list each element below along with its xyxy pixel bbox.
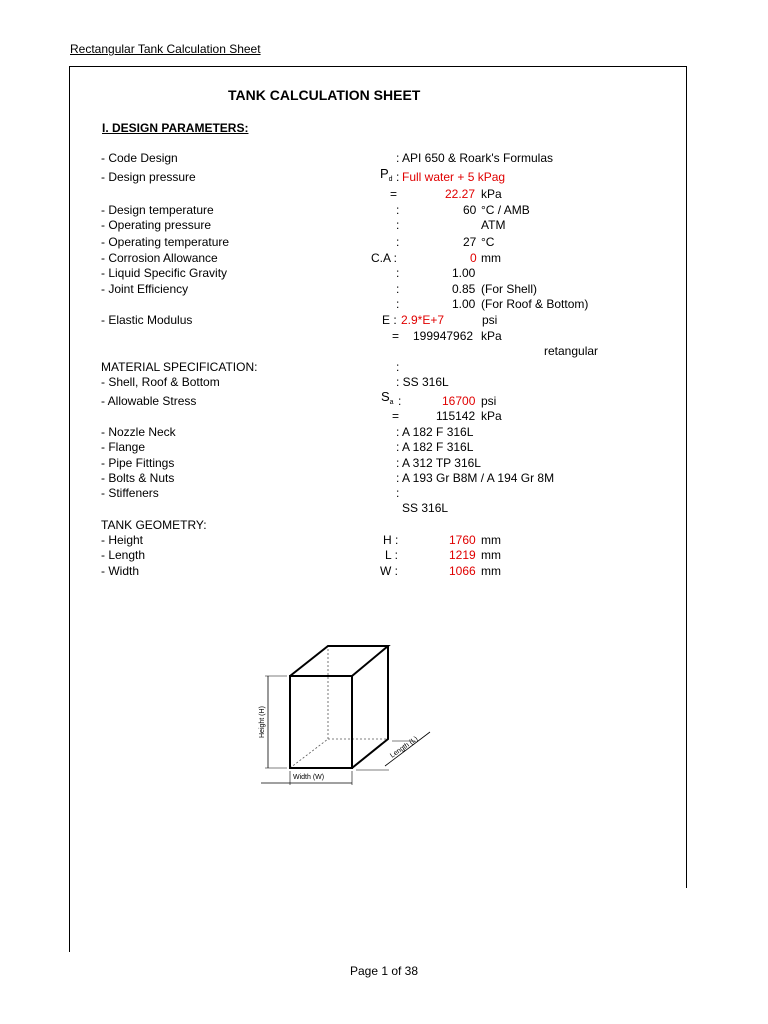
equals-elastic-modulus: = (392, 329, 400, 343)
row-material-specification (0, 359, 768, 375)
value-shell-roof-bottom: : SS 316L (396, 375, 449, 389)
symbol-sa-letter: S (381, 389, 390, 404)
symbol-ca: C.A : (371, 251, 398, 265)
label-material-specification: MATERIAL SPECIFICATION: (101, 360, 258, 374)
value-bolts-nuts: : A 193 Gr B8M / A 194 Gr 8M (396, 471, 555, 485)
colon-design-temperature: : (396, 203, 400, 217)
colon-joint-efficiency-roof: : (396, 297, 400, 311)
label-elastic-modulus: - Elastic Modulus (101, 313, 193, 327)
symbol-sa (381, 389, 394, 408)
row-design-pressure-kpa (0, 186, 768, 202)
value-design-pressure: Full water + 5 kPag (402, 170, 506, 184)
label-flange: - Flange (101, 440, 146, 454)
label-liquid-specific-gravity: - Liquid Specific Gravity (101, 266, 228, 280)
frame-top-border (69, 66, 687, 67)
label-shell-roof-bottom: - Shell, Roof & Bottom (101, 375, 220, 389)
unit-design-pressure-kpa: kPa (481, 187, 502, 201)
unit-width: mm (481, 564, 501, 578)
label-width: - Width (101, 564, 140, 578)
unit-height: mm (481, 533, 501, 547)
label-allowable-stress: - Allowable Stress (101, 394, 197, 408)
row-shell-roof-bottom (0, 374, 768, 390)
tank-diagram (255, 640, 455, 800)
sheet-header: Rectangular Tank Calculation Sheet (70, 42, 261, 56)
length-label: Length (L) (389, 735, 420, 760)
label-code-design: - Code Design (101, 151, 178, 165)
tank-right-face (352, 646, 388, 768)
unit-allowable-stress-kpa: kPa (481, 409, 502, 423)
symbol-e: E : (382, 313, 397, 327)
value-code-design: : API 650 & Roark's Formulas (396, 151, 554, 165)
colon-operating-temperature: : (396, 235, 400, 249)
row-width (0, 563, 768, 579)
colon-stiffeners: : (396, 486, 400, 500)
note-joint-efficiency-roof: (For Roof & Bottom) (481, 297, 589, 311)
symbol-w: W : (380, 564, 398, 578)
tank-front-face (290, 676, 352, 768)
label-operating-pressure: - Operating pressure (101, 218, 212, 232)
row-retangular-note (0, 343, 768, 359)
page-footer: Page 1 of 38 (349, 964, 419, 978)
value-elastic-modulus-kpa: 199947962 (413, 329, 474, 343)
unit-corrosion-allowance: mm (481, 251, 501, 265)
width-label: Width (W) (293, 774, 325, 781)
value-joint-efficiency-shell: 0.85 (452, 282, 476, 296)
row-liquid-specific-gravity (0, 265, 768, 281)
symbol-pd-letter: P (380, 166, 389, 181)
value-allowable-stress-psi: 16700 (442, 394, 476, 408)
unit-length: mm (481, 548, 501, 562)
unit-operating-temperature: °C (481, 235, 495, 249)
unit-allowable-stress-psi: psi (481, 394, 497, 408)
row-stiffeners-material (0, 500, 768, 516)
colon-liquid-specific-gravity: : (396, 266, 400, 280)
value-operating-temperature: 27 (463, 235, 477, 249)
row-design-temperature (0, 202, 768, 218)
value-pipe-fittings: : A 312 TP 316L (396, 456, 481, 470)
row-bolts-nuts (0, 470, 768, 486)
value-design-pressure-kpa: 22.27 (445, 187, 476, 201)
value-nozzle-neck: : A 182 F 316L (396, 425, 474, 439)
label-design-pressure: - Design pressure (101, 170, 196, 184)
row-elastic-modulus (0, 312, 768, 328)
label-bolts-nuts: - Bolts & Nuts (101, 471, 175, 485)
label-design-temperature: - Design temperature (101, 203, 214, 217)
colon-operating-pressure: : (396, 218, 400, 232)
colon-material-specification: : (396, 360, 400, 374)
row-height (0, 532, 768, 548)
row-length (0, 547, 768, 563)
symbol-h: H : (383, 533, 399, 547)
value-elastic-modulus-psi: 2.9*E+7 (401, 313, 445, 327)
row-code-design (0, 150, 768, 166)
label-pipe-fittings: - Pipe Fittings (101, 456, 175, 470)
colon-joint-efficiency: : (396, 282, 400, 296)
value-liquid-specific-gravity: 1.00 (452, 266, 476, 280)
label-height: - Height (101, 533, 144, 547)
row-allowable-stress-kpa (0, 408, 768, 424)
value-length: 1219 (449, 548, 476, 562)
hidden-edge-bottom-left (290, 739, 328, 768)
unit-elastic-modulus-kpa: kPa (481, 329, 502, 343)
note-retangular: retangular (544, 344, 599, 358)
value-corrosion-allowance: 0 (470, 251, 477, 265)
label-operating-temperature: - Operating temperature (101, 235, 230, 249)
label-corrosion-allowance: - Corrosion Allowance (101, 251, 218, 265)
label-tank-geometry: TANK GEOMETRY: (101, 518, 207, 532)
height-label: Height (H) (259, 706, 266, 738)
unit-design-temperature: °C / AMB (481, 203, 530, 217)
row-pipe-fittings (0, 455, 768, 471)
row-corrosion-allowance (0, 250, 768, 266)
value-stiffeners: SS 316L (402, 501, 449, 515)
label-length: - Length (101, 548, 146, 562)
row-design-pressure (0, 166, 768, 185)
row-elastic-modulus-kpa (0, 328, 768, 344)
label-joint-efficiency: - Joint Efficiency (101, 282, 189, 296)
colon-allowable-stress: : (398, 394, 402, 408)
symbol-pd-subscript: d (388, 176, 393, 183)
value-flange: : A 182 F 316L (396, 440, 474, 454)
sheet-title: TANK CALCULATION SHEET (228, 87, 421, 103)
value-design-temperature: 60 (463, 203, 477, 217)
colon-design-pressure: : (396, 170, 400, 184)
row-stiffeners (0, 485, 768, 501)
label-stiffeners: - Stiffeners (101, 486, 159, 500)
symbol-l: L : (385, 548, 398, 562)
row-flange (0, 439, 768, 455)
row-allowable-stress (0, 389, 768, 409)
value-width: 1066 (449, 564, 476, 578)
section-design-parameters: I. DESIGN PARAMETERS: (102, 121, 249, 135)
unit-elastic-modulus-psi: psi (482, 313, 498, 327)
equals-design-pressure: = (390, 187, 398, 201)
row-operating-temperature (0, 234, 768, 250)
row-nozzle-neck (0, 424, 768, 440)
label-nozzle-neck: - Nozzle Neck (101, 425, 176, 439)
row-tank-geometry (0, 517, 768, 533)
row-joint-efficiency-roof (0, 296, 768, 312)
symbol-sa-subscript: a (389, 399, 394, 406)
value-joint-efficiency-roof: 1.00 (452, 297, 476, 311)
row-operating-pressure (0, 217, 768, 233)
value-operating-pressure: ATM (481, 218, 506, 232)
row-joint-efficiency (0, 281, 768, 297)
symbol-pd (380, 166, 393, 185)
tank-top-face (290, 646, 388, 676)
note-joint-efficiency-shell: (For Shell) (481, 282, 538, 296)
value-allowable-stress-kpa: 115142 (436, 409, 476, 423)
equals-allowable-stress: = (392, 409, 400, 423)
value-height: 1760 (449, 533, 476, 547)
